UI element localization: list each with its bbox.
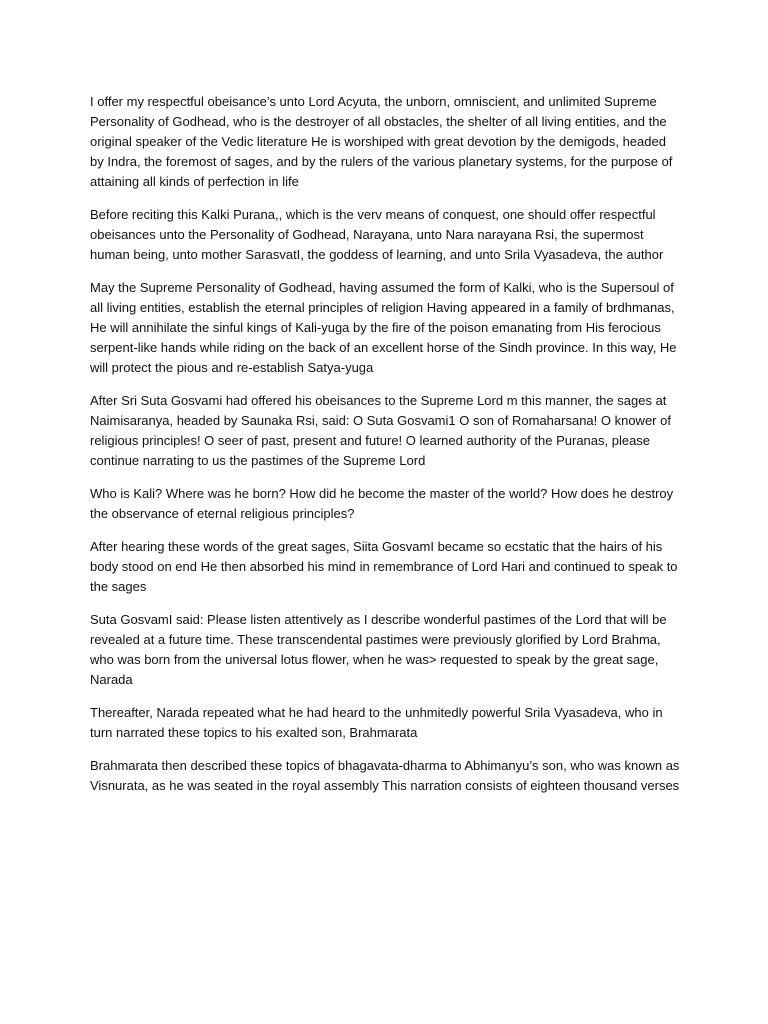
paragraph: After hearing these words of the great sages, Siita GosvamI became so ecstatic that the hairs of his body stood on end He then absorbed his mind in remembrance of Lord Hari and continued to speak to the sages xyxy=(90,539,678,594)
paragraph: I offer my respectful obeisance’s unto Lord Acyuta, the unborn, omniscient, and unlimited Supreme Personality of Godhead, who is the destroyer of all obstacles, the shelter of all living entities, and the original speaker of the Vedic literature He is worshiped with great devotion by the demigods, headed by Indra, the foremost of sages, and by the rulers of the various planetary systems, for the purpose of attaining all kinds of perfection in life xyxy=(90,94,673,189)
paragraph: After Sri Suta Gosvami had offered his obeisances to the Supreme Lord m this manner, the sages at Naimisaranya, headed by Saunaka Rsi, said: O Suta Gosvami1 O son of Romaharsana! O knower of religious principles! O seer of past, present and future! O learned authority of the Puranas, please continue narrating to us the pastimes of the Supreme Lord xyxy=(90,393,671,468)
paragraph: Suta GosvamI said: Please listen attentively as I describe wonderful pastimes of the Lord that will be revealed at a future time. These transcendental pastimes were previously glorified by Lord Brahma, who was born from the universal lotus flower, when he was> requested to speak by the great sage, Narada xyxy=(90,612,667,687)
document-body xyxy=(90,92,682,809)
paragraph: Brahmarata then described these topics of bhagavata-dharma to Abhimanyu’s son, who was known as Visnurata, as he was seated in the royal assembly This narration consists of eighteen thousand verses xyxy=(90,758,680,793)
paragraph: Thereafter, Narada repeated what he had heard to the unhmitedly powerful Srila Vyasadeva, who in turn narrated these topics to his exalted son, Brahmarata xyxy=(90,705,663,740)
paragraph: May the Supreme Personality of Godhead, having assumed the form of Kalki, who is the Supersoul of all living entities, establish the eternal principles of religion Having appeared in a family of brdhmanas, He will annihilate the sinful kings of Kali-yuga by the fire of the poison emanating from His ferocious serpent-like hands while riding on the back of an excellent horse of the Sindh province. In this way, He will protect the pious and re-establish Satya-yuga xyxy=(90,280,677,375)
paragraph: Before reciting this Kalki Purana,, which is the verv means of conquest, one should offer respectful obeisances unto the Personality of Godhead, Narayana, unto Nara narayana Rsi, the supermost human being, unto mother SarasvatI, the goddess of learning, and unto Srila Vyasadeva, the author xyxy=(90,207,664,262)
paragraph: Who is Kali? Where was he born? How did he become the master of the world? How does he destroy the observance of eternal religious principles? xyxy=(90,486,674,521)
